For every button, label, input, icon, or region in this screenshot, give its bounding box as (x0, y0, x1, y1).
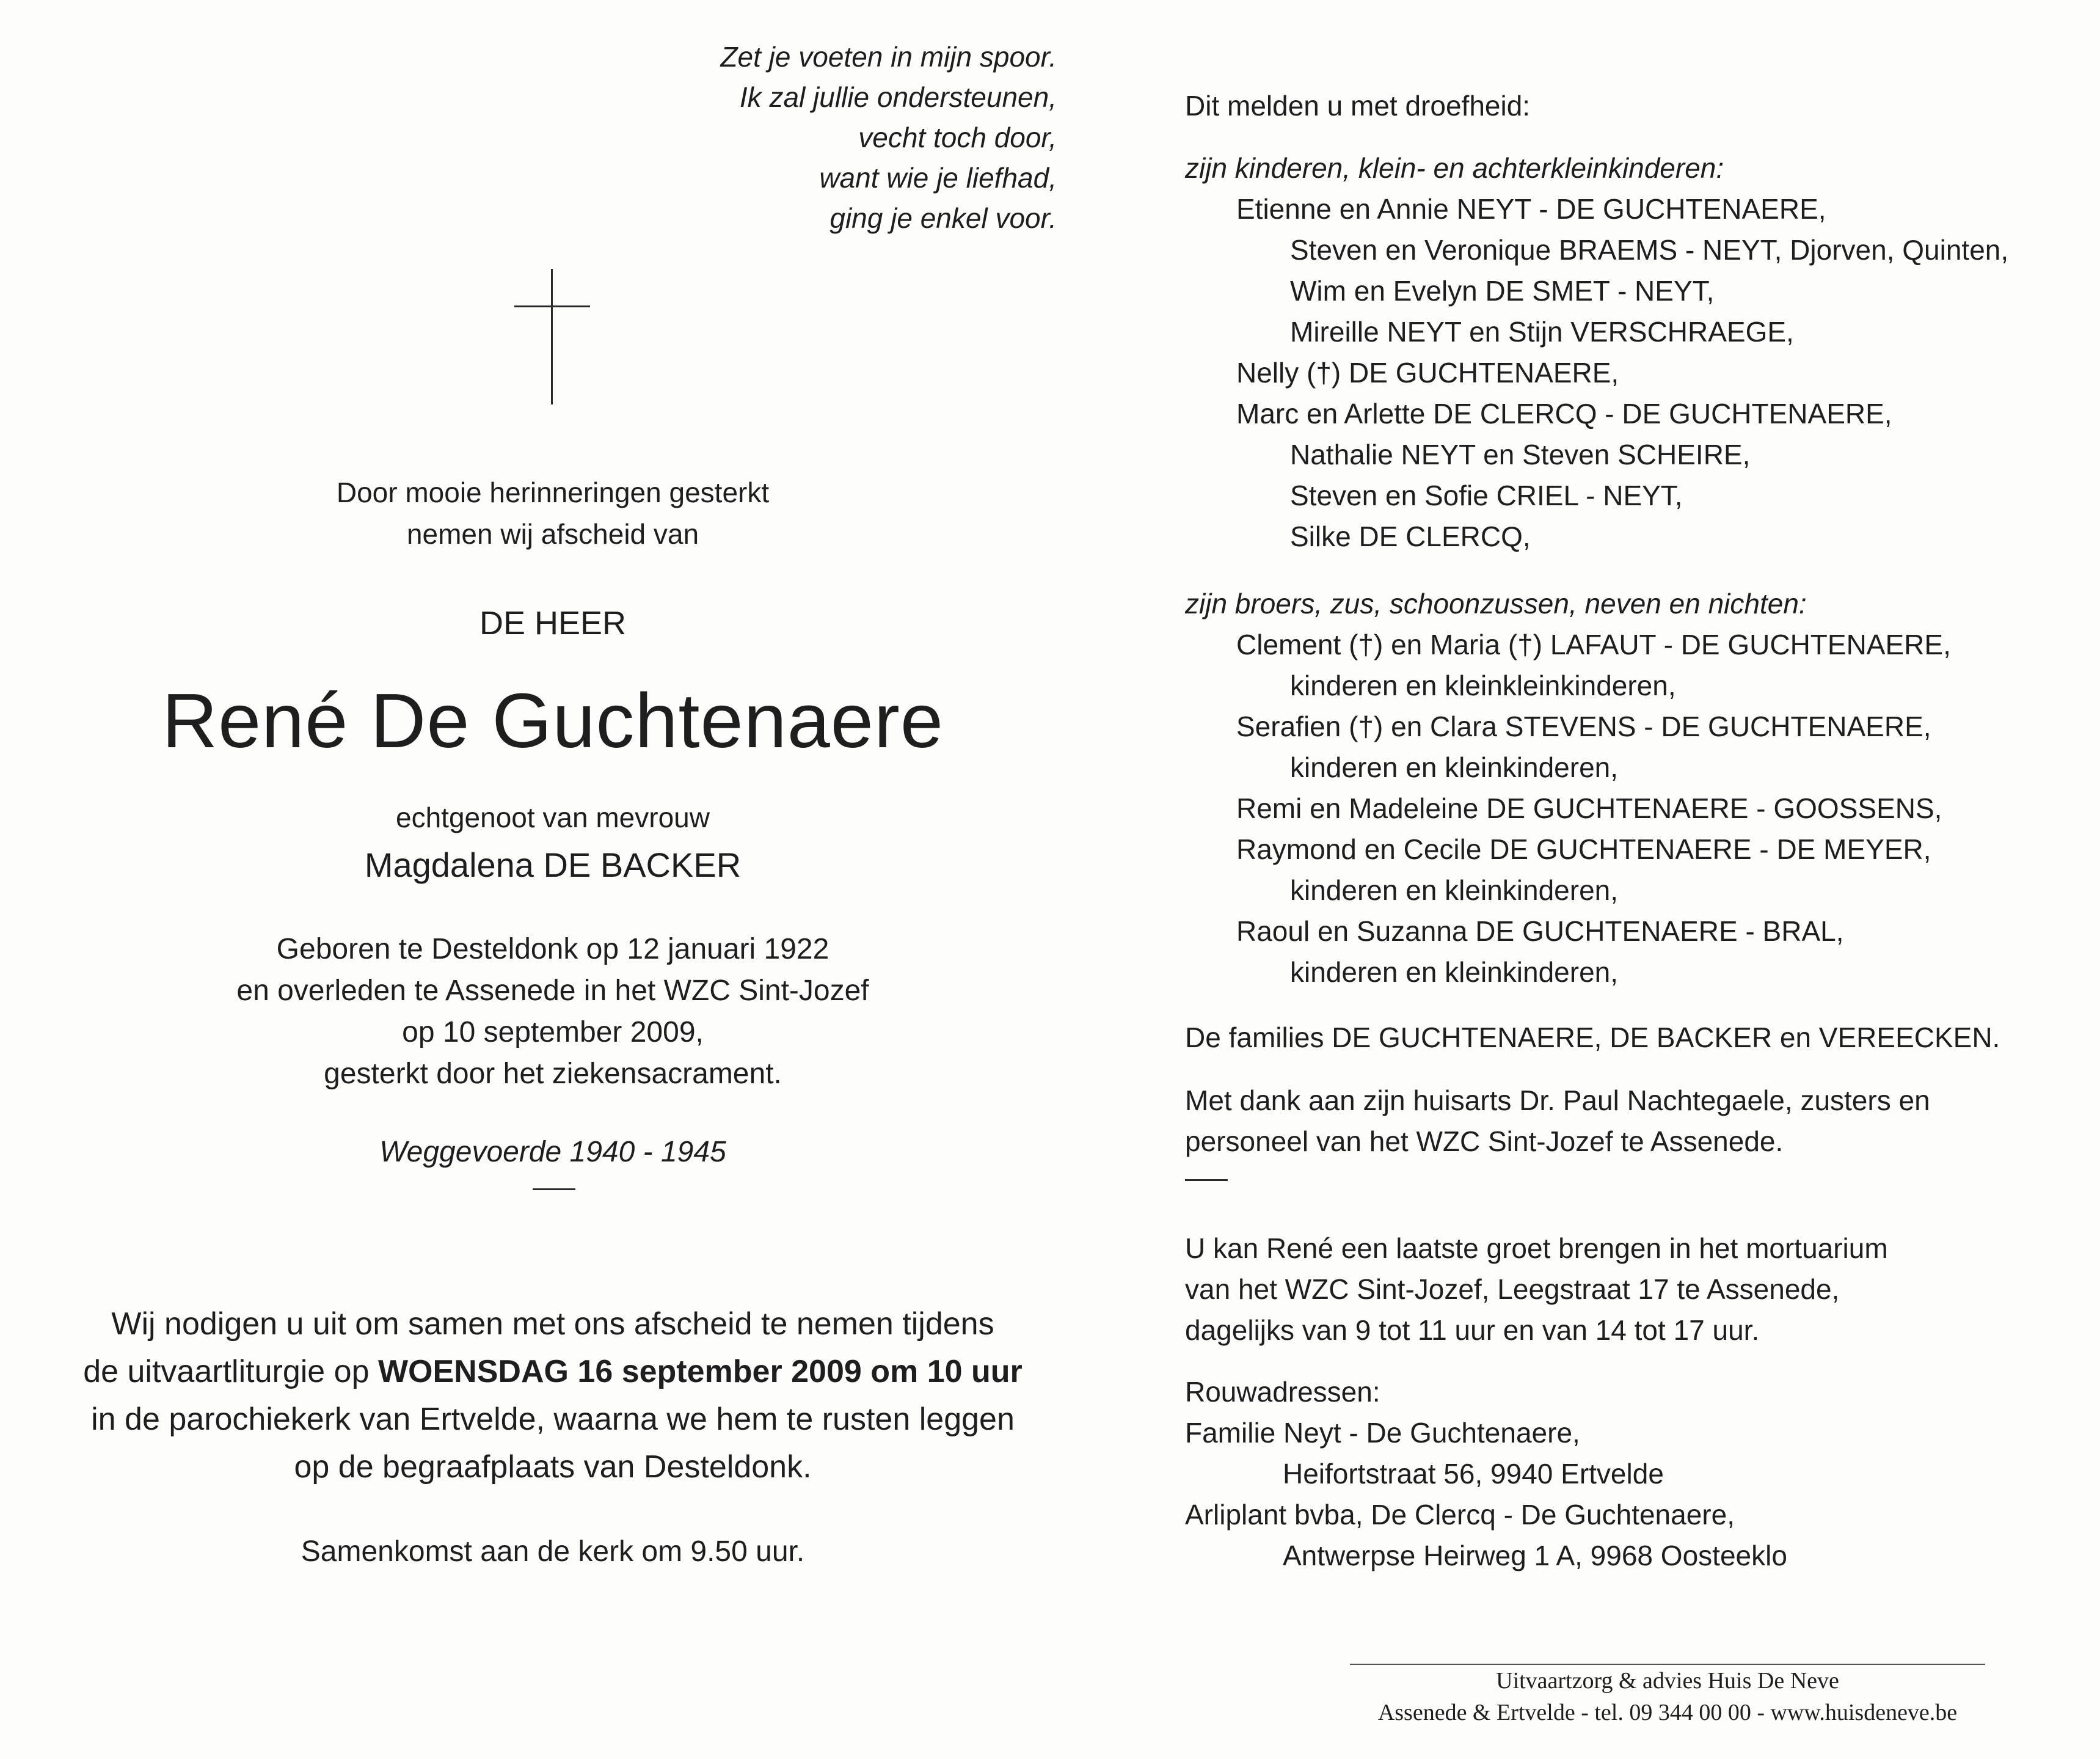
relative-line: Nelly (†) DE GUCHTENAERE, (1236, 357, 1619, 389)
invitation-line (49, 1348, 1057, 1395)
thanks-line: personeel van het WZC Sint-Jozef te Assenede. (1185, 1125, 1784, 1157)
invitation-line: in de parochiekerk van Ertvelde, waarna we hem te rusten leggen (91, 1402, 1015, 1437)
announcement-heading: Dit melden u met droefheid: (1185, 90, 1531, 122)
relative-line: kinderen en kleinkleinkinderen, (1290, 670, 1676, 701)
section-heading: zijn kinderen, klein- en achterkleinkinderen: (1185, 152, 1724, 184)
funeral-date: WOENSDAG 16 september 2009 om 10 uur (377, 1354, 1023, 1389)
date-line: op 10 september 2009, (402, 1016, 704, 1048)
relative-line: kinderen en kleinkinderen, (1290, 752, 1619, 783)
gathering-note: Samenkomst aan de kerk om 9.50 uur. (301, 1535, 805, 1568)
visit-line: dagelijks van 9 tot 11 uur en van 14 tot 17 uur. (1185, 1314, 1760, 1346)
relative-line: Etienne en Annie NEYT - DE GUCHTENAERE, (1236, 193, 1826, 225)
intro-line: nemen wij afscheid van (406, 518, 699, 550)
relative-line: Nathalie NEYT en Steven SCHEIRE, (1290, 439, 1751, 470)
footer-line: Assenede & Ertvelde - tel. 09 344 00 00 - www.huisdeneve.be (1377, 1700, 1958, 1725)
children-list (1185, 189, 2077, 557)
relative-line: Raymond en Cecile DE GUCHTENAERE - DE MEYER, (1236, 833, 1931, 865)
relative-line: Clement (†) en Maria (†) LAFAUT - DE GUCHTENAERE, (1236, 629, 1951, 660)
invitation-text: de uitvaartliturgie op (83, 1354, 378, 1389)
poem-line: want wie je liefhad, (819, 162, 1057, 194)
poem (550, 37, 1057, 238)
relative-line: Mireille NEYT en Stijn VERSCHRAEGE, (1290, 316, 1794, 348)
relative-line: Steven en Veronique BRAEMS - NEYT, Djorven, Quinten, (1290, 234, 2009, 266)
divider (1185, 1179, 1228, 1181)
thanks-text (1185, 1080, 2077, 1162)
undertaker-footer (1283, 1665, 2052, 1728)
relative-line: Serafien (†) en Clara STEVENS - DE GUCHTENAERE, (1236, 711, 1931, 742)
visitation-info (1185, 1228, 2077, 1351)
spouse-intro: echtgenoot van mevrouw (396, 802, 710, 833)
relative-line: Remi en Madeleine DE GUCHTENAERE - GOOSSENS, (1236, 792, 1942, 824)
poem-line: Ik zal jullie ondersteunen, (739, 81, 1057, 113)
date-line: en overleden te Assenede in het WZC Sint-Jozef (236, 975, 869, 1007)
relative-line: kinderen en kleinkinderen, (1290, 874, 1619, 906)
deported-note: Weggevoerde 1940 - 1945 (379, 1136, 726, 1168)
children-section (1185, 148, 2077, 557)
divider (533, 1188, 575, 1190)
relative-line: kinderen en kleinkinderen, (1290, 956, 1619, 988)
invitation-line: Wij nodigen u uit om samen met ons afscheid te nemen tijdens (111, 1306, 994, 1342)
relative-line: Wim en Evelyn DE SMET - NEYT, (1290, 275, 1715, 307)
section-heading: zijn broers, zus, schoonzussen, neven en nichten: (1185, 588, 1807, 620)
address-name: Familie Neyt - De Guchtenaere, (1185, 1417, 1580, 1449)
address-name: Arliplant bvba, De Clercq - De Guchtenaere, (1185, 1499, 1735, 1530)
spouse-name: Magdalena DE BACKER (364, 846, 742, 884)
relative-line: Raoul en Suzanna DE GUCHTENAERE - BRAL, (1236, 915, 1844, 947)
intro-line: Door mooie herinneringen gesterkt (336, 477, 770, 508)
relative-line: Silke DE CLERCQ, (1290, 521, 1531, 552)
poem-line: Zet je voeten in mijn spoor. (720, 41, 1057, 73)
address-street: Heifortstraat 56, 9940 Ertvelde (1283, 1458, 1664, 1490)
thanks-line: Met dank aan zijn huisarts Dr. Paul Nachtegaele, zusters en (1185, 1084, 1930, 1116)
relative-line: Marc en Arlette DE CLERCQ - DE GUCHTENAERE, (1236, 398, 1892, 430)
addresses-heading: Rouwadressen: (1185, 1376, 1380, 1408)
visit-line: U kan René een laatste groet brengen in het mortuarium (1185, 1232, 1888, 1264)
deceased-name: René De Guchtenaere (162, 678, 944, 764)
families-line: De families DE GUCHTENAERE, DE BACKER en VEREECKEN. (1185, 1022, 2000, 1053)
intro-text (49, 472, 1057, 555)
visit-line: van het WZC Sint-Jozef, Leegstraat 17 te Assenede, (1185, 1273, 1840, 1305)
siblings-list (1185, 624, 2077, 993)
cross-icon (514, 269, 590, 404)
mourning-addresses (1185, 1372, 2077, 1576)
address-street: Antwerpse Heirweg 1 A, 9968 Oosteeklo (1283, 1540, 1787, 1571)
funeral-invitation (49, 1300, 1057, 1491)
birth-death-details (49, 929, 1057, 1095)
relative-line: Steven en Sofie CRIEL - NEYT, (1290, 480, 1683, 511)
date-line: Geboren te Desteldonk op 12 januari 1922 (276, 933, 829, 965)
poem-line: vecht toch door, (858, 122, 1057, 153)
siblings-section (1185, 583, 2077, 993)
poem-line: ging je enkel voor. (829, 202, 1057, 234)
date-line: gesterkt door het ziekensacrament. (324, 1058, 782, 1090)
invitation-line: op de begraafplaats van Desteldonk. (294, 1449, 812, 1485)
honorific: DE HEER (479, 605, 627, 642)
footer-line: Uitvaartzorg & advies Huis De Neve (1496, 1668, 1839, 1694)
